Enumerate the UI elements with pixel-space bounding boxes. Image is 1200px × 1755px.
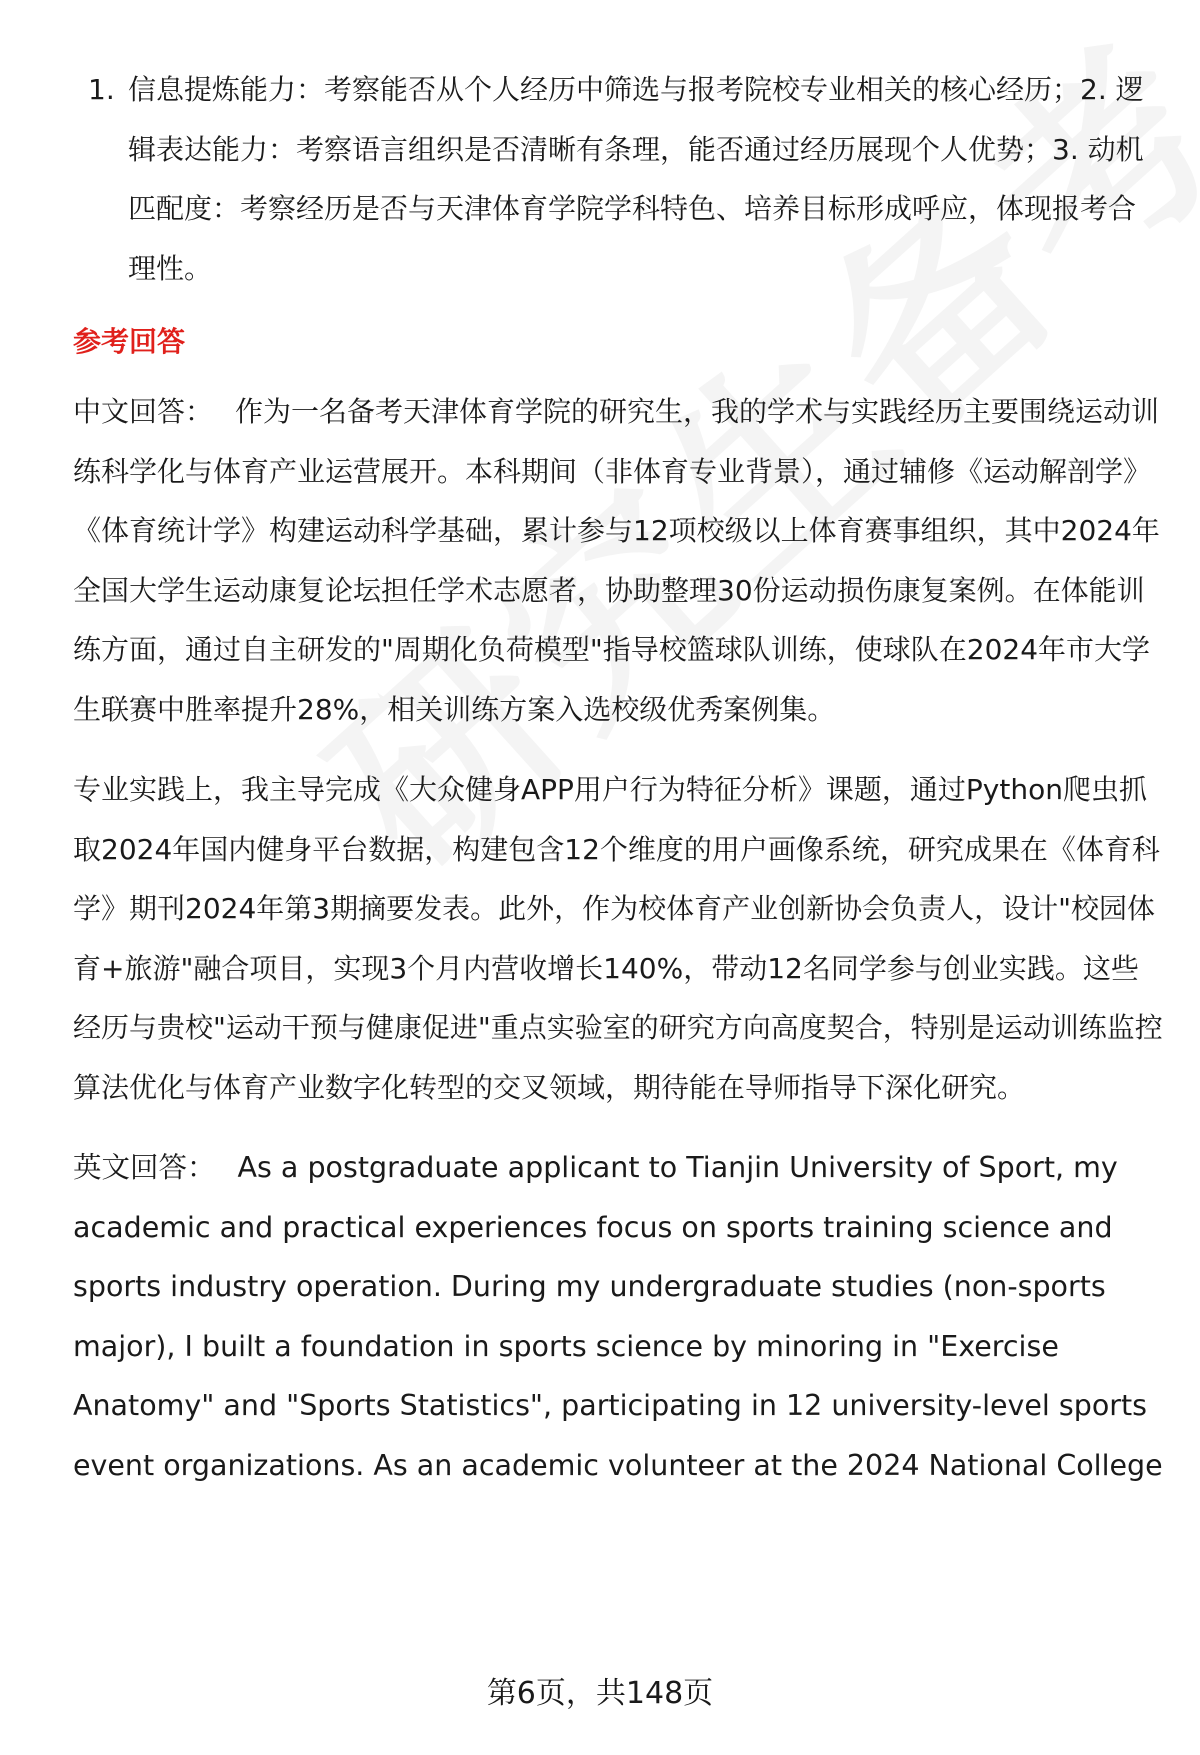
chinese-answer-paragraph-1 (73, 382, 1163, 739)
english-answer-text: As a postgraduate applicant to Tianjin University of Sport, my academic and practical experiences focus on sports training science and sports industry operation. During my undergraduate studies (non-sports major), I built a foundation in sports science by minoring in "Exercise Anatomy" and "Sports Statistics", participating in 12 university-level sports event organizations. As an academic volunteer at the 2024 National College (73, 1151, 1163, 1482)
page-content (73, 60, 1163, 1495)
english-answer-label: 英文回答： (73, 1151, 216, 1184)
page-footer (0, 1670, 1200, 1718)
english-answer-paragraph (73, 1138, 1163, 1495)
page-number: 第6页，共148页 (486, 1676, 714, 1711)
list-text: 信息提炼能力：考察能否从个人经历中筛选与报考院校专业相关的核心经历；2. 逻辑表达能力：考察语言组织是否清晰有条理，能否通过经历展现个人优势；3. 动机匹配度：考察经历是否与天津体育学院学科特色、培养目标形成呼应，体现报考合理性。 (128, 73, 1144, 285)
chinese-answer-text-1: 作为一名备考天津体育学院的研究生，我的学术与实践经历主要围绕运动训练科学化与体育产业运营展开。本科期间（非体育专业背景），通过辅修《运动解剖学》《体育统计学》构建运动科学基础，累计参与12项校级以上体育赛事组织，其中2024年全国大学生运动康复论坛担任学术志愿者，协助整理30份运动损伤康复案例。在体能训练方面，通过自主研发的"周期化负荷模型"指导校篮球队训练，使球队在2024年市大学生联赛中胜率提升28%，相关训练方案入选校级优秀案例集。 (73, 395, 1160, 726)
chinese-answer-paragraph-2: 专业实践上，我主导完成《大众健身APP用户行为特征分析》课题，通过Python爬虫抓取2024年国内健身平台数据，构建包含12个维度的用户画像系统，研究成果在《体育科学》期刊2024年第3期摘要发表。此外，作为校体育产业创新协会负责人，设计"校园体育+旅游"融合项目，实现3个月内营收增长140%，带动12名同学参与创业实践。这些经历与贵校"运动干预与健康促进"重点实验室的研究方向高度契合，特别是运动训练监控算法优化与体育产业数字化转型的交叉领域，期待能在导师指导下深化研究。 (73, 773, 1163, 1104)
list-number: 1. (88, 73, 115, 106)
chinese-answer-label: 中文回答： (73, 395, 214, 428)
evaluation-point-list (73, 60, 1163, 298)
reference-answer-heading: 参考回答 (73, 325, 186, 358)
